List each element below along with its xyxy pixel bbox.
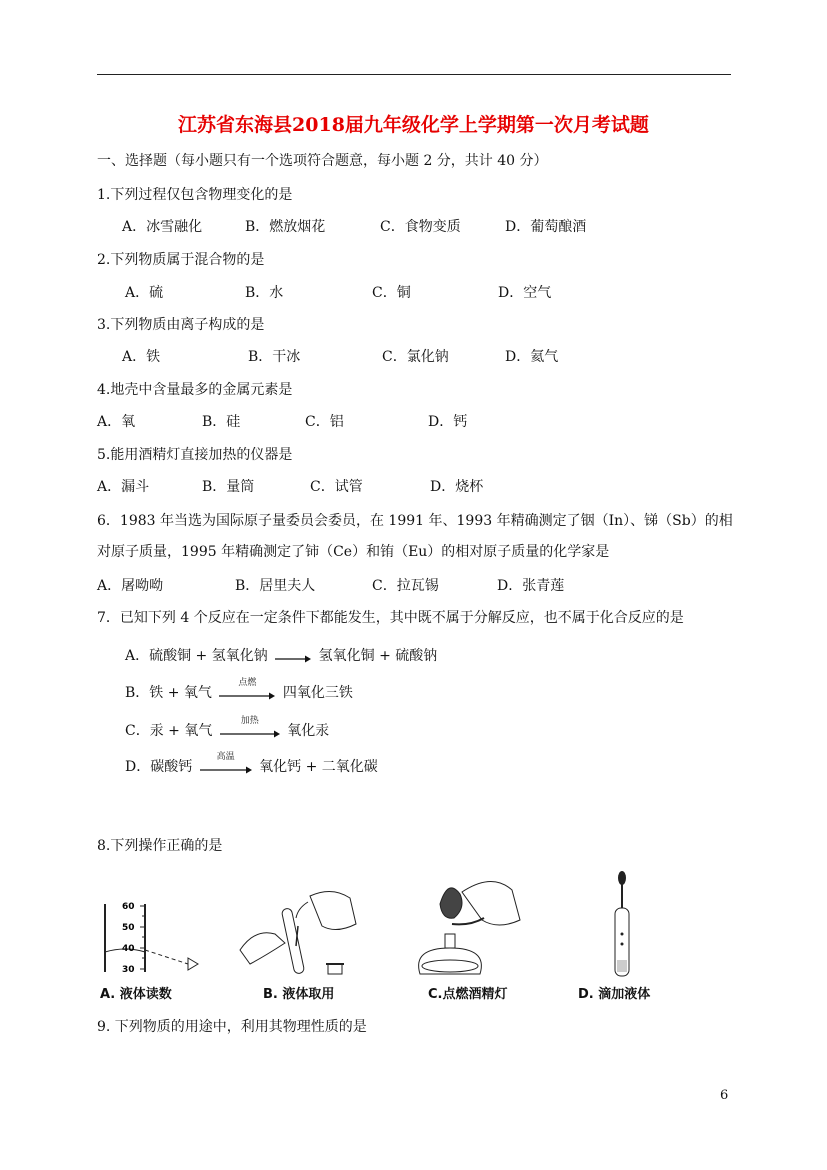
q8-caption-d: D. 滴加液体 [578, 987, 651, 1002]
reaction-arrow-icon [275, 651, 311, 661]
q1-stem: 1.下列过程仅包含物理变化的是 [97, 187, 293, 203]
scale-label-50: 50 [122, 923, 135, 933]
q4-stem: 4.地壳中含量最多的金属元素是 [97, 382, 293, 398]
q3-option-c: C．氯化钠 [382, 349, 449, 365]
q2-option-a: A．硫 [125, 285, 164, 301]
q7-d-reactants: D．碳酸钙 [125, 759, 193, 775]
q7-option-d [125, 752, 378, 776]
q7-d-condition: 高温 [216, 752, 235, 762]
scale-label-60: 60 [122, 902, 135, 912]
q7-c-reactants: C．汞 + 氧气 [125, 723, 213, 739]
q7-stem: 7．已知下列 4 个反应在一定条件下都能发生，其中既不属于分解反应，也不属于化合反应的是 [97, 610, 684, 626]
reaction-arrow-icon [200, 752, 252, 772]
q7-option-a [125, 647, 437, 665]
q7-option-c [125, 716, 330, 740]
q7-b-condition: 点燃 [238, 678, 257, 688]
q5-option-c: C．试管 [310, 479, 363, 495]
q4-option-c: C．铝 [305, 414, 344, 430]
q3-stem: 3.下列物质由离子构成的是 [97, 317, 265, 333]
q2-option-d: D．空气 [498, 285, 552, 301]
section-heading: 一、选择题（每小题只有一个选项符合题意，每小题 2 分，共计 40 分） [97, 153, 548, 169]
page-number: 6 [720, 1088, 729, 1103]
q6-option-d: D．张青莲 [497, 578, 565, 594]
q6-stem-line2: 对原子质量，1995 年精确测定了铈（Ce）和铕（Eu）的相对原子质量的化学家是 [97, 544, 610, 560]
q7-a-products: 氢氧化铜 + 硫酸钠 [318, 648, 438, 664]
q5-option-b: B．量筒 [202, 479, 255, 495]
q3-option-a: A．铁 [122, 349, 161, 365]
q8-caption-a: A. 液体读数 [100, 987, 172, 1002]
scale-label-40: 40 [122, 944, 135, 954]
q8-stem: 8.下列操作正确的是 [97, 838, 223, 854]
reaction-arrow-icon [219, 678, 275, 698]
q7-b-reactants: B．铁 + 氧气 [125, 685, 212, 701]
q5-option-a: A．漏斗 [97, 479, 150, 495]
q1-option-b: B．燃放烟花 [245, 219, 326, 235]
q7-c-products: 氧化汞 [287, 723, 330, 739]
q8-caption-b: B. 液体取用 [263, 987, 335, 1002]
alcohol-lamp-drawing [419, 881, 520, 974]
q1-option-a: A．冰雪融化 [122, 219, 203, 235]
q7-c-condition: 加热 [240, 716, 259, 726]
q2-option-c: C．铜 [372, 285, 411, 301]
cylinder-reading-drawing [105, 904, 198, 972]
page-title: 江苏省东海县2018届九年级化学上学期第一次月考试题 [178, 114, 649, 136]
q2-option-b: B．水 [245, 285, 284, 301]
q1-option-c: C．食物变质 [380, 219, 461, 235]
reaction-arrow-icon [220, 716, 280, 736]
q4-option-a: A．氧 [97, 414, 136, 430]
q5-stem: 5.能用酒精灯直接加热的仪器是 [97, 447, 293, 463]
q7-a-reactants: A．硫酸铜 + 氢氧化钠 [125, 648, 268, 664]
q4-option-d: D．钙 [428, 414, 468, 430]
q7-option-b [125, 678, 353, 702]
liquid-pouring-drawing [240, 891, 356, 974]
q6-option-b: B．居里夫人 [235, 578, 316, 594]
q5-option-d: D．烧杯 [430, 479, 484, 495]
dropper-drawing [615, 871, 629, 976]
q6-option-a: A．屠呦呦 [97, 578, 164, 594]
q8-caption-c: C.点燃酒精灯 [428, 987, 508, 1002]
scale-label-30: 30 [122, 965, 135, 975]
q4-option-b: B．硅 [202, 414, 241, 430]
lab-operations-illustration [100, 868, 670, 988]
q3-option-b: B．干冰 [248, 349, 301, 365]
q9-stem: 9. 下列物质的用途中，利用其物理性质的是 [97, 1019, 367, 1035]
q7-b-products: 四氧化三铁 [282, 685, 353, 701]
q6-option-c: C．拉瓦锡 [372, 578, 439, 594]
lab-operations-figure [100, 868, 670, 1008]
header-rule [97, 74, 731, 75]
q6-stem-line1: 6．1983 年当选为国际原子量委员会委员，在 1991 年、1993 年精确测定了铟（In）、锑（Sb）的相 [97, 513, 733, 529]
q2-stem: 2.下列物质属于混合物的是 [97, 252, 265, 268]
q3-option-d: D．氦气 [505, 349, 559, 365]
q7-d-products: 氧化钙 + 二氧化碳 [259, 759, 378, 775]
q1-option-d: D．葡萄酿酒 [505, 219, 587, 235]
